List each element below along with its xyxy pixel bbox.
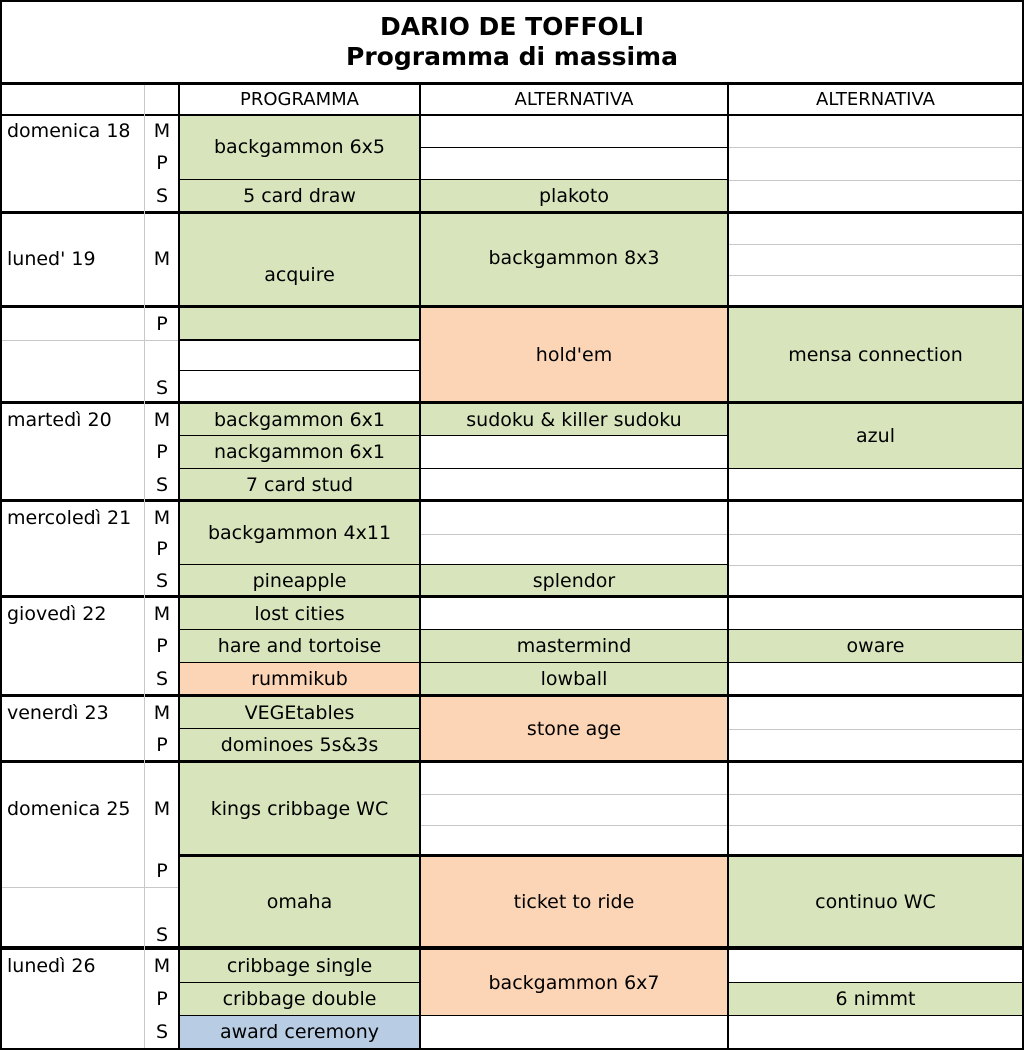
event-cell: cribbage double [179,983,420,1016]
slot-m: M [153,798,171,821]
border [727,85,729,1048]
border [178,85,180,1048]
day-label-venerdi-23: venerdì 23 [7,701,109,724]
event-cell: stone age [421,697,727,761]
slot-m: M [153,701,171,724]
event-cell: 7 card stud [179,469,420,501]
slot-m: M [153,955,171,978]
slot-p: P [156,538,168,561]
gridline [0,887,179,888]
event-cell: backgammon 6x7 [421,950,727,1016]
day-label-domenica-18: domenica 18 [7,119,131,142]
border [179,564,727,565]
gridline [729,275,1022,276]
day-label-martedi-20: martedì 20 [7,408,112,431]
border [179,662,1022,663]
event-cell: cribbage single [179,950,420,983]
event-cell: hare and tortoise [179,630,420,663]
slot-m: M [153,506,171,529]
slot-p: P [156,635,168,658]
event-cell: acquire [179,213,420,306]
event-cell-empty [179,308,420,340]
slot-s: S [155,569,169,592]
border [0,401,1024,404]
event-cell: hold'em [421,308,727,402]
event-cell: VEGEtables [179,697,420,729]
column-header-programma: PROGRAMMA [240,89,359,111]
event-cell: omaha [179,857,420,948]
border [179,1015,1022,1016]
event-cell: azul [729,404,1022,469]
event-cell: 5 card draw [179,180,420,213]
slot-m: M [153,602,171,625]
border [0,760,1024,763]
border [179,629,1022,630]
gridline [421,825,1022,826]
event-cell: backgammon 8x3 [421,213,727,306]
slot-p: P [156,860,168,883]
slot-p: P [156,312,168,335]
border [0,305,1024,308]
event-cell: rummikub [179,663,420,695]
title-name: DARIO DE TOFFOLI [379,12,645,41]
slot-s: S [155,667,169,690]
border [0,0,2,1050]
event-cell: dominoes 5s&3s [179,729,420,761]
gridline [421,534,1022,535]
event-cell: plakoto [421,180,727,213]
border [0,0,1024,2]
slot-s: S [155,473,169,496]
border [419,85,421,1048]
slot-p: P [156,988,168,1011]
title-subtitle: Programma di massima [346,42,678,71]
slot-s: S [155,1020,169,1043]
border [0,211,1024,214]
gridline [729,147,1022,148]
border [179,728,420,729]
event-cell: sudoku & killer sudoku [421,404,727,436]
day-label-lunedi-19: luned' 19 [7,248,96,271]
event-cell: backgammon 6x5 [179,115,420,180]
event-cell: lost cities [179,598,420,630]
border [0,499,1024,502]
border [179,435,727,436]
border [421,147,727,148]
slot-m: M [153,248,171,271]
event-cell: nackgammon 6x1 [179,436,420,469]
column-header-alternativa-2: ALTERNATIVA [816,89,935,111]
gridline [0,340,179,341]
day-label-mercoledi-21: mercoledì 21 [7,506,132,529]
border [0,595,1024,598]
event-cell: splendor [421,565,727,597]
slot-m: M [153,408,171,431]
border [179,854,1024,857]
slot-s: S [155,377,169,400]
event-cell: continuo WC [729,857,1022,948]
slot-m: M [153,119,171,142]
gridline [729,180,1022,181]
gridline [421,794,1022,795]
event-cell: mastermind [421,630,727,663]
gridline [729,565,1022,566]
slot-p: P [156,733,168,756]
event-cell: kings cribbage WC [179,763,420,856]
gridline [729,729,1022,730]
border [179,468,1022,469]
slot-s: S [155,185,169,208]
border [179,339,420,341]
slot-p: P [156,152,168,175]
border [0,82,1024,85]
border [0,114,1024,116]
slot-s: S [155,924,169,947]
event-cell: ticket to ride [421,857,727,948]
event-cell: pineapple [179,565,420,597]
event-cell: oware [729,630,1022,663]
event-cell: lowball [421,663,727,695]
event-cell: mensa connection [729,308,1022,402]
gridline [144,85,145,1048]
day-label-domenica-25: domenica 25 [7,798,131,821]
gridline [729,244,1022,245]
day-label-giovedi-22: giovedì 22 [7,602,107,625]
border [0,694,1024,697]
column-header-alternativa-1: ALTERNATIVA [514,89,634,111]
event-cell: 6 nimmt [729,983,1022,1016]
border [729,982,1022,983]
border [179,370,420,371]
event-cell: award ceremony [179,1016,420,1048]
event-cell: backgammon 4x11 [179,502,420,565]
day-label-lunedi-26: lunedì 26 [7,955,96,978]
border [179,179,727,180]
sheet-title [0,0,1024,84]
event-cell: backgammon 6x1 [179,404,420,436]
slot-p: P [156,441,168,464]
border [179,982,420,983]
border [0,946,1024,950]
